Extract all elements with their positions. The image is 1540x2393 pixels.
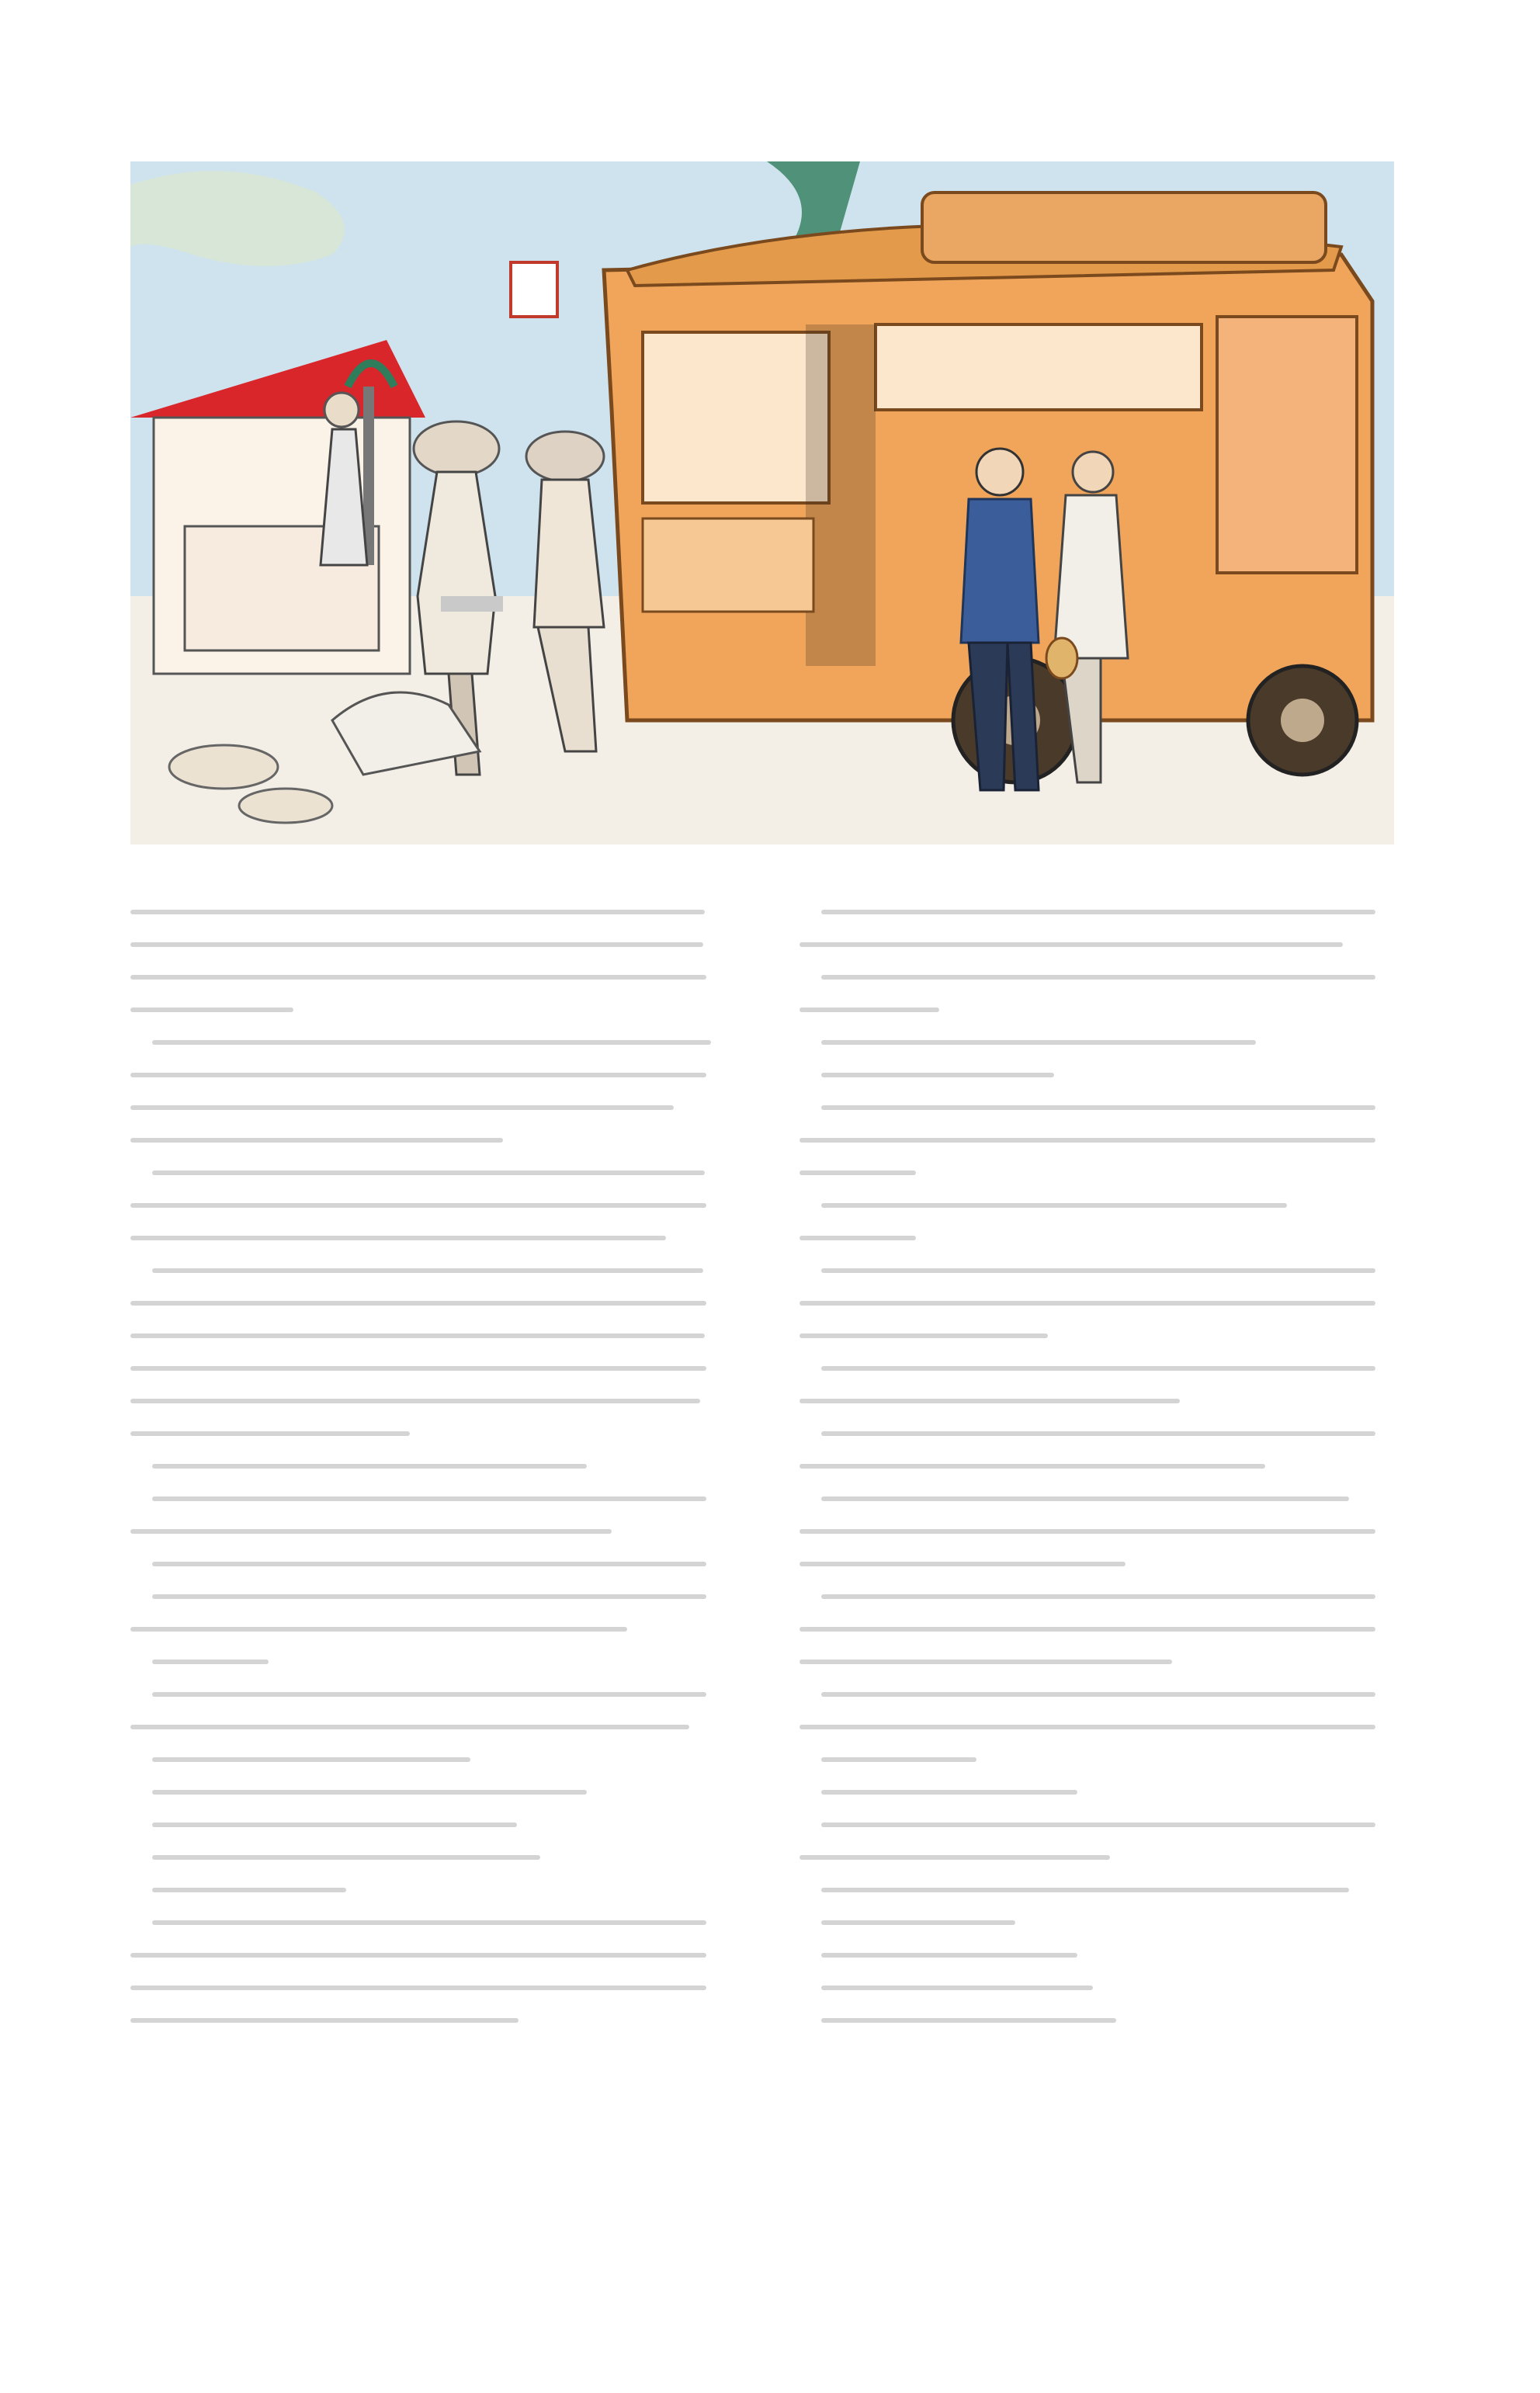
- text-line: [130, 1431, 410, 1436]
- text-line: [152, 1464, 587, 1469]
- text-line: [821, 1496, 1349, 1501]
- text-line: [152, 1790, 587, 1795]
- text-line: [821, 1757, 976, 1762]
- text-line: [821, 1040, 1256, 1045]
- text-line: [799, 1529, 1375, 1534]
- text-line: [130, 1399, 700, 1403]
- text-line: [152, 1692, 706, 1697]
- text-line: [130, 2018, 519, 2023]
- text-line: [130, 1529, 612, 1534]
- bus-stand-scene-illustration: [130, 161, 1394, 844]
- text-line: [821, 1268, 1375, 1273]
- text-line: [799, 1236, 916, 1240]
- text-line: [130, 1953, 706, 1958]
- text-line: [152, 1855, 540, 1860]
- text-line: [130, 1073, 706, 1077]
- text-line: [130, 942, 703, 947]
- text-line: [130, 1985, 706, 1990]
- text-line: [130, 1301, 706, 1306]
- text-line: [130, 1236, 666, 1240]
- text-line: [130, 975, 706, 980]
- text-line: [799, 1627, 1375, 1632]
- text-line: [130, 1333, 705, 1338]
- text-line: [799, 1659, 1172, 1664]
- text-line: [821, 2018, 1116, 2023]
- text-line: [821, 1073, 1054, 1077]
- text-line: [152, 1594, 706, 1599]
- text-line: [821, 910, 1375, 914]
- text-line: [821, 1985, 1093, 1990]
- text-line: [130, 1627, 627, 1632]
- text-line: [152, 1659, 269, 1664]
- text-line: [152, 1822, 517, 1827]
- text-line: [799, 942, 1343, 947]
- text-line: [152, 1757, 470, 1762]
- text-line: [821, 1920, 1015, 1925]
- text-line: [799, 1301, 1375, 1306]
- text-line: [152, 1040, 711, 1045]
- text-line: [799, 1725, 1375, 1729]
- text-line: [130, 1725, 689, 1729]
- text-line: [821, 1790, 1077, 1795]
- text-line: [152, 1562, 706, 1566]
- text-line: [130, 910, 705, 914]
- text-line: [799, 1333, 1048, 1338]
- text-line: [821, 1366, 1375, 1371]
- text-line: [821, 1431, 1375, 1436]
- text-line: [821, 1203, 1287, 1208]
- text-line: [152, 1920, 706, 1925]
- left-text-column: [130, 899, 711, 2071]
- text-line: [821, 1594, 1375, 1599]
- text-line: [821, 1953, 1077, 1958]
- text-line: [799, 1170, 916, 1175]
- story-illustration: [130, 161, 1394, 844]
- text-line: [799, 1562, 1126, 1566]
- text-line: [799, 1464, 1265, 1469]
- text-line: [821, 1692, 1375, 1697]
- text-line: [130, 1105, 674, 1110]
- text-line: [152, 1268, 703, 1273]
- text-line: [799, 1007, 939, 1012]
- text-line: [799, 1138, 1375, 1143]
- text-line: [821, 1105, 1375, 1110]
- text-line: [152, 1888, 346, 1892]
- text-line: [152, 1170, 705, 1175]
- text-line: [821, 1822, 1375, 1827]
- text-line: [130, 1007, 293, 1012]
- text-line: [821, 1888, 1349, 1892]
- text-line: [799, 1855, 1110, 1860]
- text-line: [130, 1203, 706, 1208]
- text-line: [799, 1399, 1180, 1403]
- right-text-column: [799, 899, 1380, 2071]
- text-line: [152, 1496, 706, 1501]
- text-line: [821, 975, 1375, 980]
- text-line: [130, 1366, 706, 1371]
- text-line: [130, 1138, 503, 1143]
